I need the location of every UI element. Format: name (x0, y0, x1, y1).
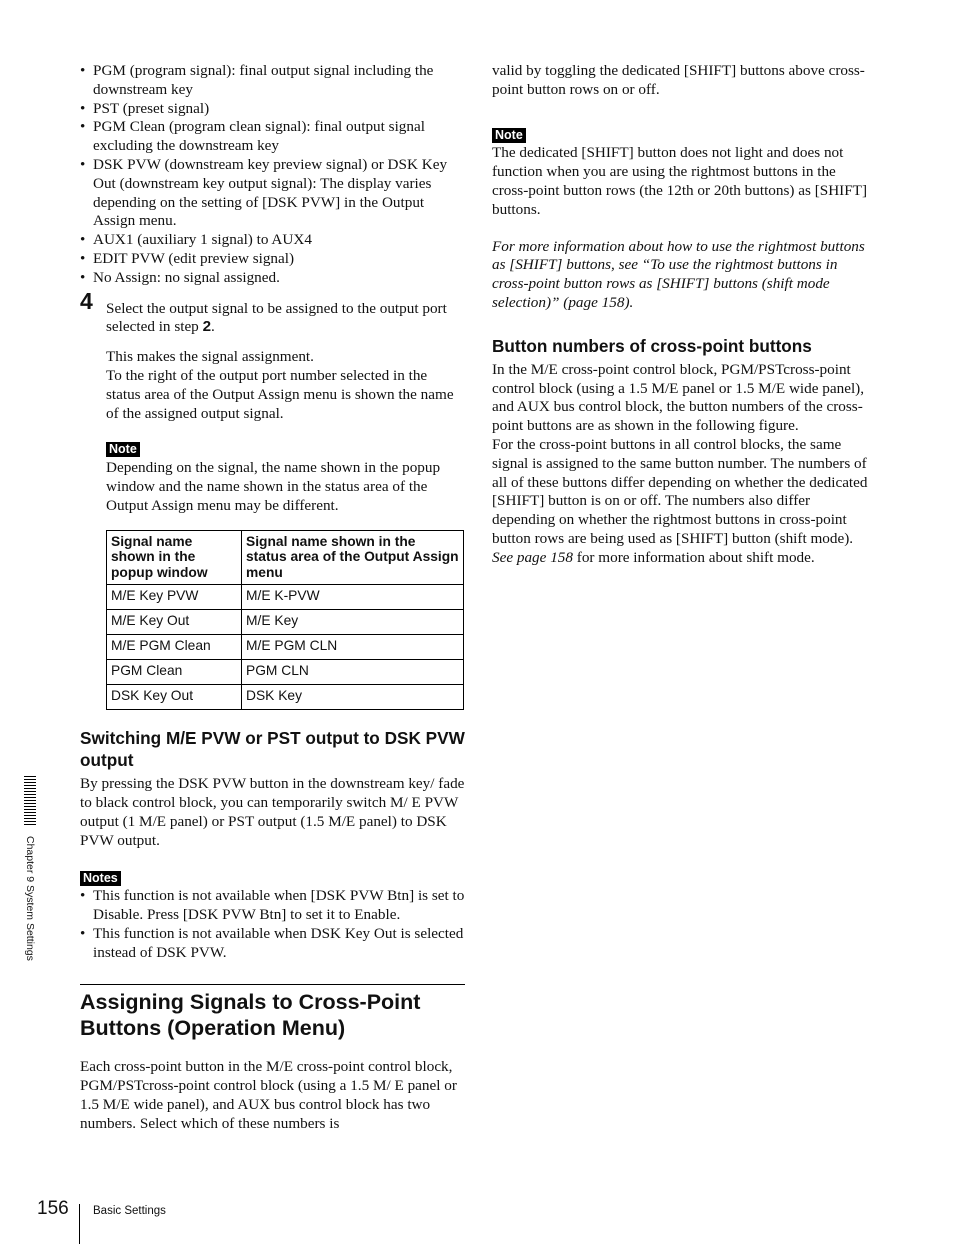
table-cell: M/E K-PVW (242, 585, 464, 610)
signal-name-table (106, 530, 464, 711)
left-column (80, 62, 465, 1134)
table-cell: M/E Key PVW (107, 585, 242, 610)
list-item: • No Assign: no signal assigned. (80, 269, 465, 288)
list-item: • This function is not available when [DSK PVW Btn] is set to Disable. Press [DSK PVW Btn] to set it to Enable. (80, 887, 465, 925)
cross-reference-text: For more information about how to use the rightmost buttons as [SHIFT] buttons, see “To use the rightmost buttons in cross-point button rows as [SHIFT] buttons (shift mode selection)” (page 158). (492, 237, 865, 311)
note-block (492, 126, 874, 220)
step-number: 4 (80, 287, 93, 314)
chapter-side-label: Chapter 9 System Settings (24, 836, 36, 961)
step-4-text: Select the output signal to be assigned to the output port selected in step 2. (106, 299, 447, 336)
table-cell: M/E PGM Clean (107, 635, 242, 660)
table-row (107, 685, 464, 710)
list-item: • PST (preset signal) (80, 100, 465, 119)
table-row (107, 610, 464, 635)
continued-text: valid by toggling the dedicated [SHIFT] buttons above cross-point button rows on or off. (492, 62, 865, 98)
table-row (107, 660, 464, 685)
step-4-result: This makes the signal assignment. (106, 348, 314, 366)
note-block (106, 440, 465, 515)
chapter-thumb-tab (24, 776, 36, 826)
page-number: 156 (37, 1198, 69, 1219)
step-4 (80, 287, 465, 338)
table-cell: PGM Clean (107, 660, 242, 685)
notes-block (80, 869, 465, 963)
table-row (107, 585, 464, 610)
list-item: • This function is not available when DSK Key Out is selected instead of DSK PVW. (80, 925, 465, 963)
list-item: • AUX1 (auxiliary 1 signal) to AUX4 (80, 231, 465, 250)
step-4-result-detail: To the right of the output port number selected in the status area of the Output Assign menu is shown the name of the assigned output signal. (106, 366, 454, 422)
list-item: • PGM Clean (program clean signal): final output signal excluding the downstream key (80, 118, 465, 156)
section-text: Each cross-point button in the M/E cross-point control block, PGM/PSTcross-point control block (using a 1.5 M/ E panel or 1.5 M/E wide panel), and AUX bus control block has two numbers. Select which of these numbers is (80, 1058, 457, 1132)
table-cell: DSK Key Out (107, 685, 242, 710)
table-header-row (107, 530, 464, 585)
table-row (107, 635, 464, 660)
footer-section-label: Basic Settings (93, 1205, 166, 1217)
list-item: • PGM (program signal): final output signal including the downstream key (80, 62, 465, 100)
table-cell: M/E Key Out (107, 610, 242, 635)
notes-list (80, 887, 465, 962)
note-text: Depending on the signal, the name shown in the popup window and the name shown in the status area of the Output Assign menu may be different. (106, 459, 441, 514)
section-heading: Assigning Signals to Cross-Point Buttons (Operation Menu) (80, 984, 465, 1041)
note-badge: Note (106, 442, 140, 457)
table-cell: M/E PGM CLN (242, 635, 464, 660)
table-cell: PGM CLN (242, 660, 464, 685)
list-item: • DSK PVW (downstream key preview signal) or DSK Key Out (downstream key output signal): The display varies depending on the setting of [DSK PVW] in the Output Assign menu. (80, 156, 465, 231)
footer-divider (79, 1204, 80, 1244)
notes-badge: Notes (80, 871, 121, 886)
button-numbers-text: In the M/E cross-point control block, PGM/PSTcross-point control block (using a 1.5 M/E panel or 1.5 M/E wide panel), and AUX bus control block, the button numbers of the cross-point buttons are as shown in the following figure. (492, 360, 865, 435)
table-cell: M/E Key (242, 610, 464, 635)
table-header: Signal name shown in the status area of the Output Assign menu (242, 530, 464, 585)
step-ref: 2 (202, 318, 212, 336)
button-numbers-text-2: For the cross-point buttons in all control blocks, the same signal is assigned to the same button number. The numbers of all of these buttons differ depending on whether the dedicated [SHIFT] button is on or off. The numbers also differ depending on whether the rightmost buttons in cross-point button rows are being used as [SHIFT] button (shift mode). See page 158 for more information about shift mode. (492, 435, 868, 566)
button-numbers-heading: Button numbers of cross-point buttons (492, 335, 812, 356)
page-reference: See page 158 (492, 548, 573, 566)
right-column (492, 62, 874, 568)
table-cell: DSK Key (242, 685, 464, 710)
list-item: • EDIT PVW (edit preview signal) (80, 250, 465, 269)
note-badge: Note (492, 128, 526, 143)
switch-text: By pressing the DSK PVW button in the downstream key/ fade to black control block, you can temporarily switch M/ E PVW output (1 M/E panel) or PST output (1.5 M/E panel) to DSK PVW output. (80, 775, 465, 849)
switch-heading: Switching M/E PVW or PST output to DSK PVW output (80, 728, 465, 771)
signal-list (80, 62, 465, 288)
table-header: Signal name shown in the popup window (107, 530, 242, 585)
note-text: The dedicated [SHIFT] button does not light and does not function when you are using the rightmost buttons in the cross-point button rows (the 12th or 20th buttons) as [SHIFT] buttons. (492, 144, 868, 218)
